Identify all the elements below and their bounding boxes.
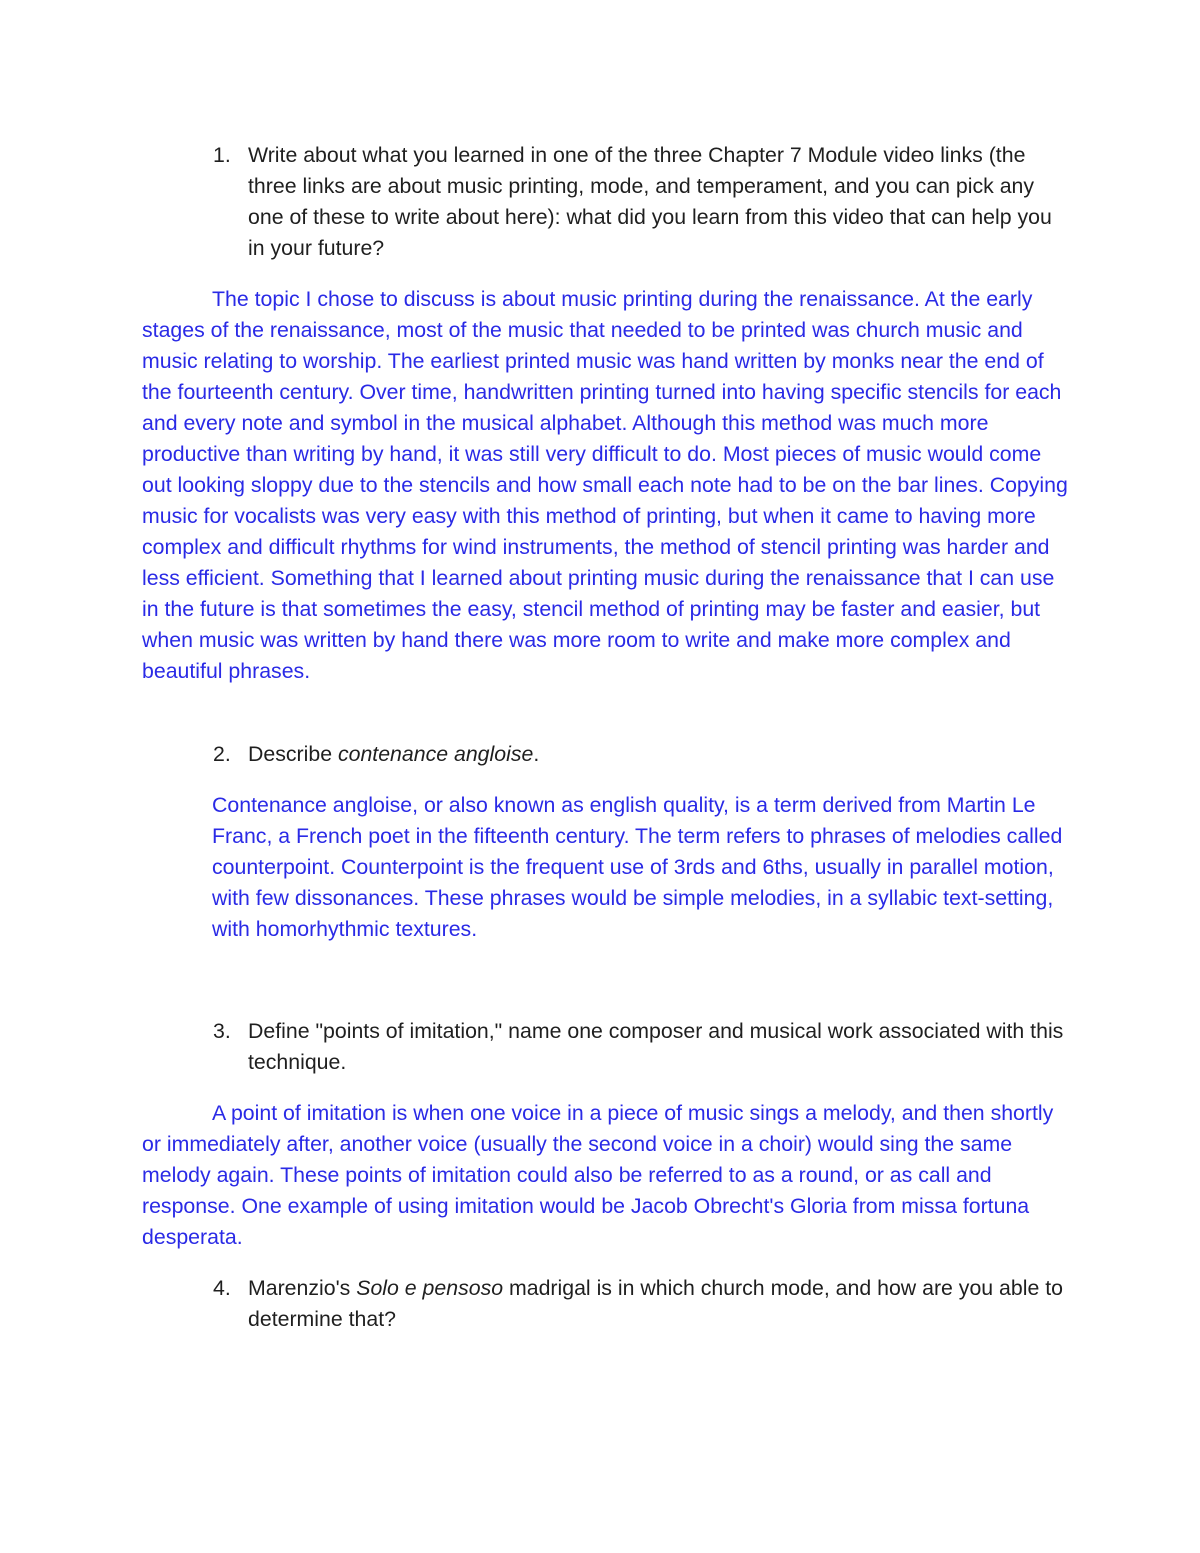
question-1-number: 1. — [213, 143, 231, 167]
question-2-text-italic: contenance angloise — [337, 742, 534, 766]
question-1 — [213, 140, 1073, 264]
question-3 — [213, 1016, 1073, 1078]
question-3-text: Define "points of imitation," name one composer and musical work associated with this technique. — [248, 1019, 1064, 1074]
question-2-text-after: . — [533, 742, 540, 766]
question-2-number: 2. — [213, 742, 231, 766]
question-4-text-italic: Solo e pensoso — [356, 1276, 504, 1300]
answer-3-text: A point of imitation is when one voice in a piece of music sings a melody, and then shortly or immediately after, another voice (usually the second voice in a choir) would sing the same melody again. These points of imitation could also be referred to as a round, or as call and response. One example of using imitation would be Jacob Obrecht's Gloria from missa fortuna desperata. — [142, 1101, 1054, 1249]
question-2-text-before: Describe — [248, 742, 338, 766]
answer-1-paragraph — [142, 284, 1072, 687]
question-2-text — [248, 739, 1073, 770]
question-3-number: 3. — [213, 1019, 231, 1043]
question-4-text — [248, 1273, 1073, 1335]
question-4-text-after: madrigal is in which church mode, and how are you able to determine that? — [248, 1276, 1064, 1331]
question-2 — [213, 739, 1073, 770]
question-4 — [213, 1273, 1073, 1335]
answer-1-text: The topic I chose to discuss is about music printing during the renaissance. At the early stages of the renaissance, most of the music that needed to be printed was church music and music relating to worship. The earliest printed music was hand written by monks near the end of the fourteenth century. Over time, handwritten printing turned into having specific stencils for each and every note and symbol in the musical alphabet. Although this method was much more productive than writing by hand, it was still very difficult to do. Most pieces of music would come out looking sloppy due to the stencils and how small each note had to be on the bar lines. Copying music for vocalists was very easy with this method of printing, but when it came to having more complex and difficult rhythms for wind instruments, the method of stencil printing was harder and less efficient. Something that I learned about printing music during the renaissance that I can use in the future is that sometimes the easy, stencil method of printing may be faster and easier, but when music was written by hand there was more room to write and make more complex and beautiful phrases. — [142, 287, 1068, 683]
answer-2-text: Contenance angloise, or also known as english quality, is a term derived from Martin Le Franc, a French poet in the fifteenth century. The term refers to phrases of melodies called counterpoint. Counterpoint is the frequent use of 3rds and 6ths, usually in parallel motion, with few dissonances. These phrases would be simple melodies, in a syllabic text-setting, with homorhythmic textures. — [212, 793, 1063, 941]
answer-2 — [212, 790, 1072, 945]
question-4-text-before: Marenzio's — [248, 1276, 357, 1300]
answer-3-paragraph — [142, 1098, 1072, 1253]
answer-1 — [142, 284, 1072, 687]
answer-3 — [142, 1098, 1072, 1253]
question-4-number: 4. — [213, 1276, 231, 1300]
question-1-text: Write about what you learned in one of the three Chapter 7 Module video links (the three links are about music printing, mode, and temperament, and you can pick any one of these to write about here): what did you learn from this video that can help you in your future? — [248, 143, 1052, 260]
